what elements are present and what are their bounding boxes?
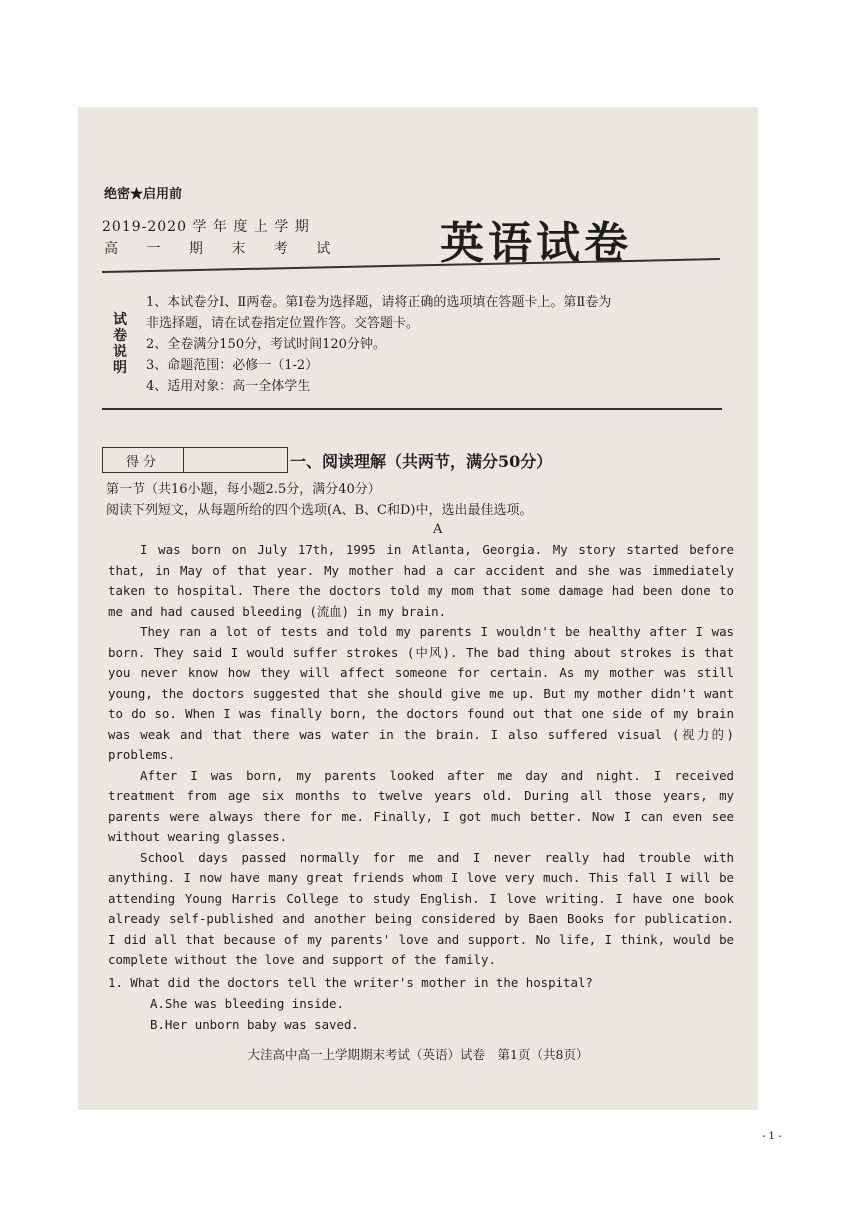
exam-notes [146,292,611,397]
note-line: 1、本试卷分Ⅰ、Ⅱ两卷。第Ⅰ卷为选择题，请将正确的选项填在答题卡上。第Ⅱ卷为 [146,295,612,310]
question-1 [108,972,593,1035]
exam-title: 英语试卷 [440,218,632,269]
passage-paragraph: After I was born, my parents looked after me day and night. I received treatment from age six months to twelve years old. During all those years, my parents were always there for me. Finally, I got much better. Now I can even see without wearing glasses. [108,767,734,844]
page-number: - 1 - [762,1131,782,1142]
score-label: 得分 [103,448,184,472]
section-instructions: 阅读下列短文，从每题所给的四个选项(A、B、C和D)中，选出最佳选项。 [106,503,533,518]
section-heading: 第一节（共16小题，每小题2.5分，满分40分） [106,482,381,497]
exam-term: 高 一 期 末 考 试 [104,241,332,257]
note-line: 2、全卷满分150分，考试时间120分钟。 [146,337,386,352]
score-box [102,447,288,473]
note-line: 非选择题，请在试卷指定位置作答。交答题卡。 [146,316,420,331]
passage-body [108,540,734,971]
passage-paragraph: School days passed normally for me and I never really had trouble with anything. I now have many great friends whom I love very much. This fall I will be attending Young Harris College to study English. I love writing. I have one book already self-published and another being considered by Baen Books for publication. I did all that because of my parents' love and support. No life, I think, would be complete without the love and support of the family. [108,849,734,967]
exam-sheet [78,107,758,1110]
notes-divider [102,408,722,410]
option-b: B.Her unborn baby was saved. [150,1017,359,1032]
question-stem: 1. What did the doctors tell the writer's mother in the hospital? [108,975,593,990]
option-a: A.She was bleeding inside. [150,996,344,1011]
part-title: 一、阅读理解（共两节，满分50分） [290,452,553,471]
section-intro [106,479,532,521]
passage-paragraph: They ran a lot of tests and told my parents I wouldn't be healthy after I was born. They said I would suffer strokes (中风). The bad thing about strokes is that you never know how they will affect someone for certain. As my mother was still young, the doctors suggested that she should give me up. But my mother didn't want to do so. When I was finally born, the doctors found out that one side of my brain was weak and that there was water in the brain. I also suffered visual (视力的) problems. [108,624,734,762]
passage-paragraph: I was born on July 17th, 1995 in Atlanta, Georgia. My story started before that, in May of that year. My mother had a car accident and she was immediately taken to hospital. There the doctors told my mom that some damage had been done to me and had caused bleeding (流血) in my brain. [108,542,734,619]
confidential-mark: 绝密★启用前 [104,187,183,202]
school-year: 2019-2020 学 年 度 上 学 期 [102,219,310,235]
note-line: 3、命题范围：必修一（1-2） [146,358,319,373]
score-blank[interactable] [184,448,287,472]
notes-label: 试卷说明 [113,312,127,376]
page-footer: 大洼高中高一上学期期末考试（英语）试卷 第1页（共8页） [247,1047,589,1062]
passage-letter: A [433,522,443,537]
note-line: 4、适用对象：高一全体学生 [146,379,311,394]
